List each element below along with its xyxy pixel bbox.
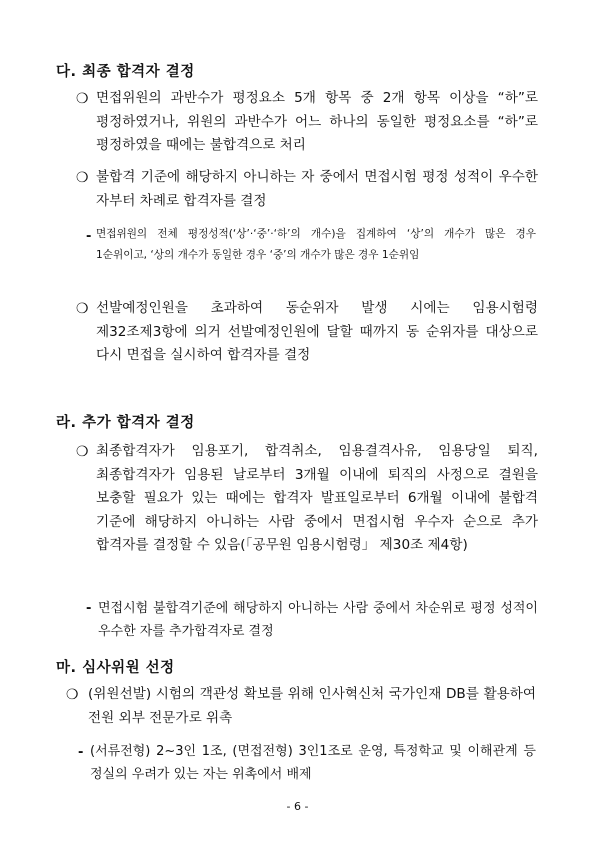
section-heading-additional-pass: 라. 추가 합격자 결정 — [56, 415, 195, 431]
bullet-icon: ❍ — [76, 170, 89, 186]
reviewer-selection-item-1-detail: (서류전형) 2~3인 1조, (면접전형) 3인1조로 운영, 특정학교 및 이해관계 등 정실의 우려가 있는 자는 위촉에서 배제 — [90, 744, 536, 782]
dash-icon: - — [86, 601, 92, 616]
additional-pass-item-1: 최종합격자가 임용포기, 합격취소, 임용결격사유, 임용당일 퇴직, 최종합격자가 임용된 날로부터 3개월 이내에 퇴직의 사정으로 결원을 보충할 필요가 있는 때에는 합격자 발표일로부터 6개월 이내에 불합격 기준에 해당하지 아니하는 사람 중에서 면접시험 우수자 순으로 추가 합격자를 결정할 수 있음(「공무원 임용시험령」 제30조 제4항) — [96, 443, 538, 553]
dash-icon: - — [86, 229, 92, 244]
bullet-icon: ❍ — [66, 687, 79, 703]
bullet-icon: ❍ — [76, 91, 89, 107]
bullet-icon: ❍ — [76, 444, 89, 460]
additional-pass-item-1-detail: 면접시험 불합격기준에 해당하지 아니하는 사람 중에서 차순위로 평정 성적이 우수한 자를 추가합격자로 결정 — [98, 601, 538, 639]
page-number: - 6 - — [286, 800, 309, 813]
reviewer-selection-item-1: (위원선발) 시험의 객관성 확보를 위해 인사혁신처 국가인재 DB를 활용하여 전원 외부 전문가로 위촉 — [88, 686, 536, 726]
section-heading-reviewer-selection: 마. 심사위원 선정 — [56, 660, 175, 676]
final-pass-item-2: 불합격 기준에 해당하지 아니하는 자 중에서 면접시험 평정 성적이 우수한 자부터 차례로 합격자를 결정 — [96, 169, 538, 209]
final-pass-item-1: 면접위원의 과반수가 평정요소 5개 항목 중 2개 항목 이상을 “하”로 평정하였거나, 위원의 과반수가 어느 하나의 동일한 평정요소를 “하”로 평정하였을 때에는 불합격으로 처리 — [96, 90, 538, 153]
section-heading-final-pass: 다. 최종 합격자 결정 — [56, 64, 195, 80]
bullet-icon: ❍ — [76, 301, 89, 317]
final-pass-item-3: 선발예정인원을 초과하여 동순위자 발생 시에는 임용시험령 제32조제3항에 의거 선발예정인원에 달할 때까지 동 순위자를 대상으로 다시 면접을 실시하여 합격자를 결정 — [96, 300, 538, 363]
final-pass-item-2-detail: 면접위원의 전체 평정성적(‘상’·‘중’·‘하’의 개수)을 집계하여 ‘상’의 개수가 많은 경우 1순위이고, ‘상의 개수가 동일한 경우 ‘중’의 개수가 많은 경우 1순위임 — [96, 228, 536, 261]
dash-icon: - — [78, 745, 84, 760]
